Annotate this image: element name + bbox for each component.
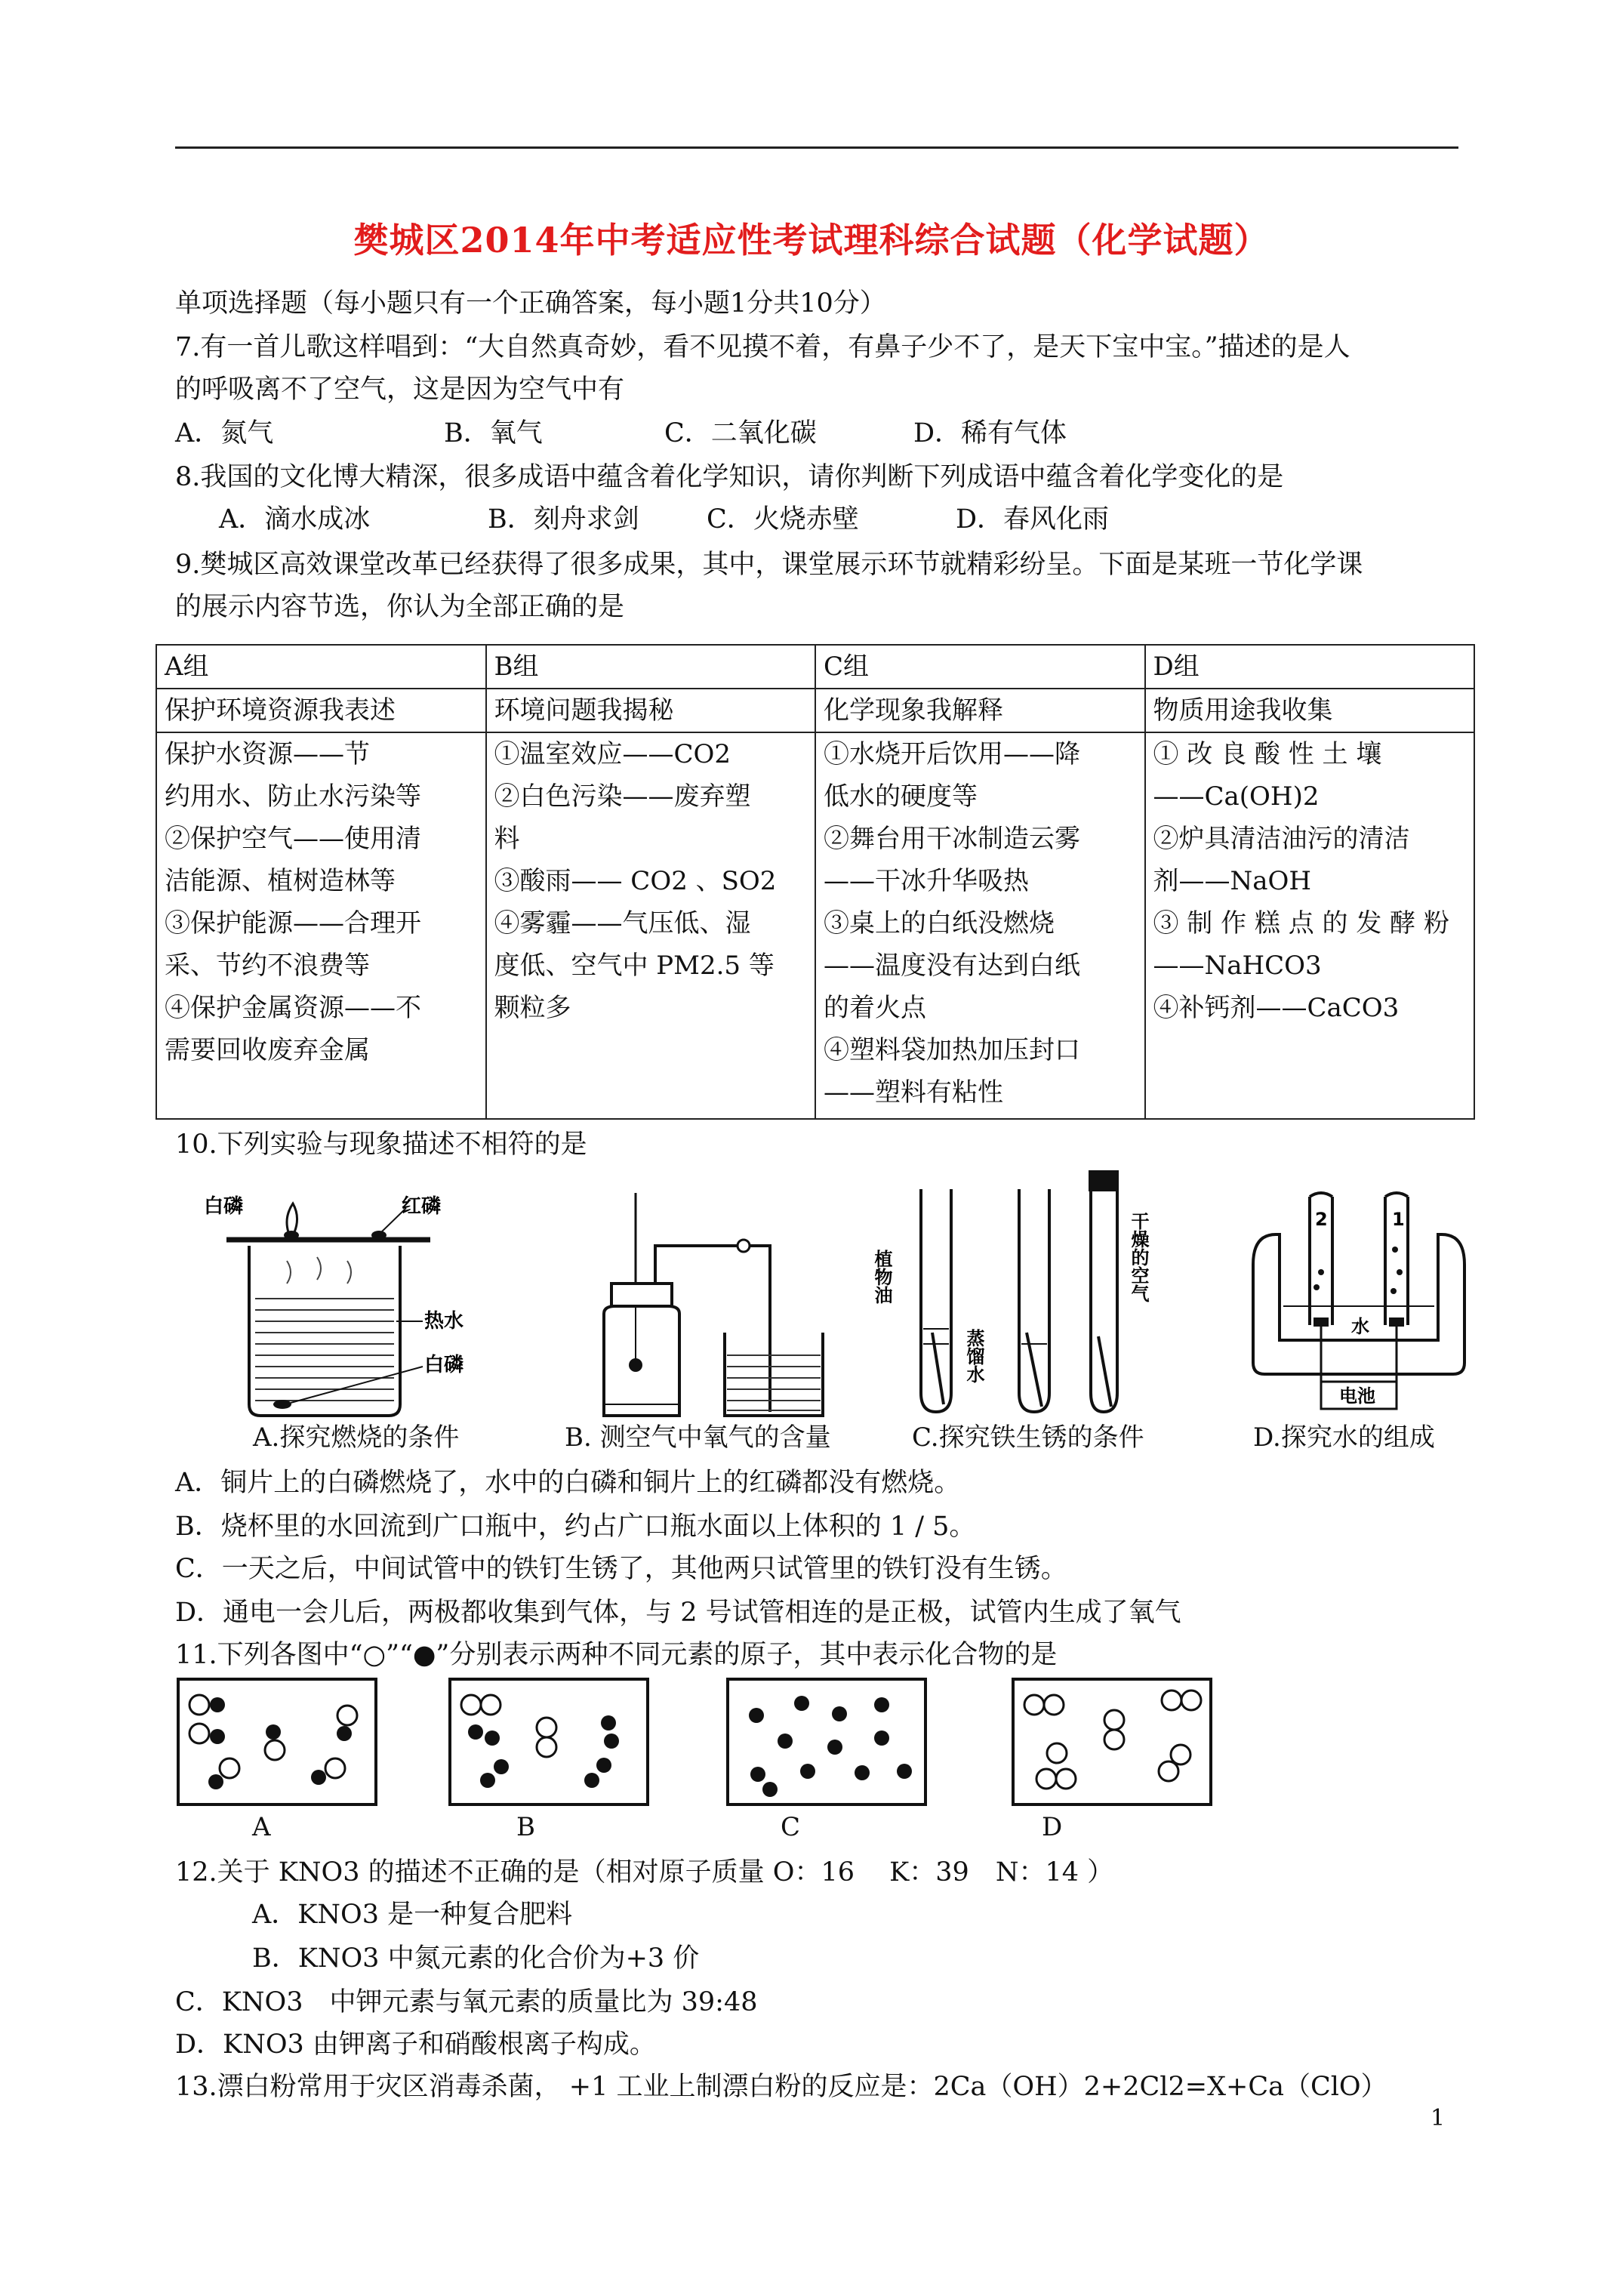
caption-a: A.探究燃烧的条件 bbox=[253, 1422, 460, 1453]
q10-option-a: A．铜片上的白磷燃烧了，水中的白磷和铜片上的红磷都没有燃烧。 bbox=[175, 1468, 961, 1498]
cell-line: ① 改 良 酸 性 土 壤 bbox=[1153, 739, 1382, 769]
cell-line: ④补钙剂——CaCO3 bbox=[1153, 993, 1400, 1023]
cell-line: ③保护能源——合理开 bbox=[165, 908, 421, 938]
group-d-header: D组 bbox=[1145, 645, 1475, 689]
cell-line: 需要回收废弃金属 bbox=[165, 1035, 370, 1065]
cell-line: ——塑料有粘性 bbox=[824, 1077, 1003, 1108]
q10-option-d: D．通电一会儿后，两极都收集到气体，与 2 号试管相连的是正极，试管内生成了氧气 bbox=[175, 1598, 1181, 1628]
cell-line: 剂——NaOH bbox=[1153, 866, 1312, 896]
q7-option-b: B．氧气 bbox=[444, 418, 543, 448]
cell-line: ②舞台用干冰制造云雾 bbox=[824, 824, 1080, 854]
label-tube-2: 2 bbox=[1315, 1209, 1328, 1230]
q11-label-d: D bbox=[1042, 1812, 1063, 1842]
q12-option-c: C．KNO3 中钾元素与氧元素的质量比为 39:48 bbox=[175, 1987, 758, 2017]
label-hot-water: 热水 bbox=[424, 1310, 464, 1333]
cell-line: 洁能源、植树造林等 bbox=[165, 866, 396, 896]
label-white-p-2: 白磷 bbox=[424, 1354, 464, 1376]
group-c-content bbox=[815, 732, 1145, 1119]
cell-line: ③桌上的白纸没燃烧 bbox=[824, 908, 1055, 938]
cell-line: 颗粒多 bbox=[494, 993, 571, 1023]
label-tube-1: 1 bbox=[1392, 1209, 1405, 1230]
cell-line: ——Ca(OH)2 bbox=[1153, 781, 1320, 812]
cell-line: ③酸雨—— CO2 、SO2 bbox=[494, 866, 777, 896]
group-b-header: B组 bbox=[486, 645, 816, 689]
cell-line: 料 bbox=[494, 824, 520, 854]
q7-option-a: A．氮气 bbox=[175, 418, 274, 448]
cell-line: ④塑料袋加热加压封口 bbox=[824, 1035, 1080, 1065]
q7-option-d: D．稀有气体 bbox=[913, 418, 1067, 448]
group-b-topic: 环境问题我揭秘 bbox=[486, 689, 816, 732]
cell-line: ④雾霾——气压低、湿 bbox=[494, 908, 751, 938]
cell-line: ②白色污染——废弃塑 bbox=[494, 781, 751, 812]
cell-line: ②炉具清洁油污的清洁 bbox=[1153, 824, 1410, 854]
page-title: 樊城区2014年中考适应性考试理科综合试题（化学试题） bbox=[353, 220, 1270, 260]
q11-label-a: A bbox=[252, 1812, 271, 1842]
q11-label-b: B bbox=[516, 1812, 535, 1842]
q8-option-d: D．春风化雨 bbox=[956, 504, 1110, 535]
q9-table bbox=[156, 644, 1475, 1120]
label-distilled-water: 蒸馏水 bbox=[963, 1329, 984, 1383]
q10-option-c: C．一天之后，中间试管中的铁钉生锈了，其他两只试管里的铁钉没有生锈。 bbox=[175, 1554, 1067, 1584]
figure-a-combustion bbox=[204, 1185, 476, 1427]
label-dry-air: 干燥的空气 bbox=[1128, 1212, 1149, 1302]
q8-option-a: A．滴水成冰 bbox=[219, 504, 371, 535]
cell-line: ①水烧开后饮用——降 bbox=[824, 739, 1080, 769]
q9-stem-line1: 9.樊城区高效课堂改革已经获得了很多成果，其中，课堂展示环节就精彩纷呈。下面是某班一节化学课 bbox=[175, 550, 1363, 580]
group-a-header: A组 bbox=[156, 645, 486, 689]
caption-b: B. 测空气中氧气的含量 bbox=[565, 1422, 831, 1453]
page-number: 1 bbox=[1431, 2105, 1446, 2131]
figure-b-oxygen bbox=[589, 1185, 861, 1427]
cell-line: 低水的硬度等 bbox=[824, 781, 978, 812]
label-water: 水 bbox=[1351, 1316, 1369, 1337]
figure-d-electrolysis bbox=[1238, 1189, 1480, 1416]
label-red-p: 红磷 bbox=[402, 1195, 442, 1218]
q8-option-b: B．刻舟求剑 bbox=[488, 504, 639, 535]
q7-option-c: C．二氧化碳 bbox=[664, 418, 817, 448]
q8-stem: 8.我国的文化博大精深，很多成语中蕴含着化学知识，请你判断下列成语中蕴含着化学变化的是 bbox=[175, 462, 1284, 492]
label-oil: 植物油 bbox=[871, 1250, 892, 1304]
caption-d: D.探究水的组成 bbox=[1253, 1422, 1435, 1453]
figure-c-rusting bbox=[871, 1166, 1163, 1427]
q9-stem-line2: 的展示内容节选，你认为全部正确的是 bbox=[175, 592, 625, 622]
label-white-p: 白磷 bbox=[204, 1195, 244, 1218]
q11-box-b bbox=[448, 1678, 649, 1806]
cell-line: 采、节约不浪费等 bbox=[165, 951, 370, 981]
cell-line: 约用水、防止水污染等 bbox=[165, 781, 421, 812]
q13-stem: 13.漂白粉常用于灾区消毒杀菌， +1 工业上制漂白粉的反应是：2Ca（OH）2+2Cl2=X+Ca（ClO） bbox=[175, 2072, 1387, 2102]
q10-stem: 10.下列实验与现象描述不相符的是 bbox=[175, 1130, 587, 1160]
group-a-content bbox=[156, 732, 486, 1119]
group-d-content bbox=[1145, 732, 1475, 1119]
cell-line: 度低、空气中 PM2.5 等 bbox=[494, 951, 775, 981]
group-c-header: C组 bbox=[815, 645, 1145, 689]
group-c-topic: 化学现象我解释 bbox=[815, 689, 1145, 732]
cell-line: ②保护空气——使用清 bbox=[165, 824, 421, 854]
label-battery: 电池 bbox=[1339, 1385, 1375, 1407]
cell-line: ③ 制 作 糕 点 的 发 酵 粉 bbox=[1153, 908, 1449, 938]
cell-line: 的着火点 bbox=[824, 993, 926, 1023]
q12-option-d: D．KNO3 由钾离子和硝酸根离子构成。 bbox=[175, 2029, 656, 2060]
q11-stem: 11.下列各图中“○”“●”分别表示两种不同元素的原子，其中表示化合物的是 bbox=[175, 1640, 1058, 1670]
q11-box-c bbox=[726, 1678, 927, 1806]
group-a-topic: 保护环境资源我表述 bbox=[156, 689, 486, 732]
q11-box-a bbox=[177, 1678, 377, 1806]
cell-line: ——干冰升华吸热 bbox=[824, 866, 1029, 896]
q10-option-b: B．烧杯里的水回流到广口瓶中，约占广口瓶水面以上体积的 1 / 5。 bbox=[175, 1512, 976, 1542]
q7-stem-line1: 7.有一首儿歌这样唱到：“大自然真奇妙，看不见摸不着，有鼻子少不了，是天下宝中宝。”描述的是人 bbox=[175, 332, 1350, 362]
section-heading: 单项选择题（每小题只有一个正确答案，每小题1分共10分） bbox=[175, 288, 886, 319]
caption-c: C.探究铁生锈的条件 bbox=[912, 1422, 1144, 1453]
q7-stem-line2: 的呼吸离不了空气，这是因为空气中有 bbox=[175, 374, 625, 405]
cell-line: 保护水资源——节 bbox=[165, 739, 370, 769]
q8-option-c: C．火烧赤壁 bbox=[707, 504, 859, 535]
q12-option-b: B．KNO3 中氮元素的化合价为+3 价 bbox=[252, 1943, 700, 1974]
cell-line: ④保护金属资源——不 bbox=[165, 993, 421, 1023]
q12-option-a: A．KNO3 是一种复合肥料 bbox=[252, 1900, 573, 1930]
q11-label-c: C bbox=[781, 1812, 801, 1842]
q11-box-d bbox=[1012, 1678, 1212, 1806]
header-rule bbox=[175, 146, 1458, 149]
group-d-topic: 物质用途我收集 bbox=[1145, 689, 1475, 732]
cell-line: ①温室效应——CO2 bbox=[494, 739, 731, 769]
group-b-content bbox=[486, 732, 816, 1119]
cell-line: ——NaHCO3 bbox=[1153, 951, 1322, 981]
cell-line: ——温度没有达到白纸 bbox=[824, 951, 1080, 981]
q12-stem: 12.关于 KNO3 的描述不正确的是（相对原子质量 O：16 K：39 N：14 ） bbox=[175, 1857, 1114, 1888]
